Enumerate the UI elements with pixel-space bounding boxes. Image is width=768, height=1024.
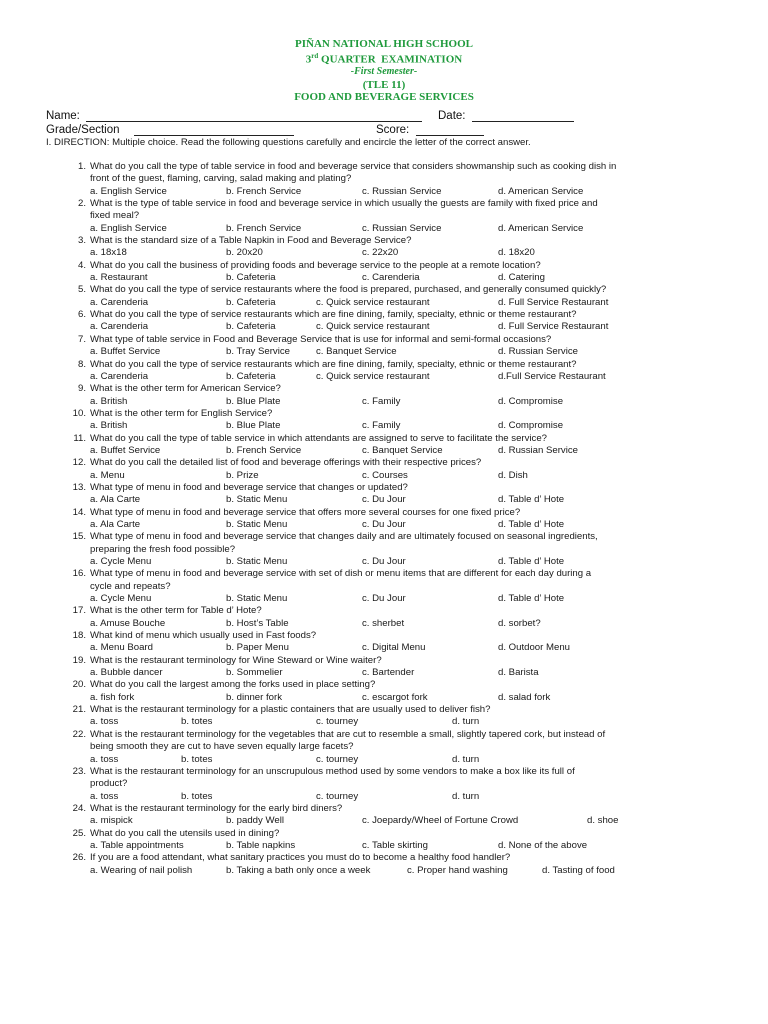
question-stem: What do you call the type of service restaurants which are fine dining, family, specialty, ethnic or theme restaurant?	[90, 309, 577, 321]
question-stem: What is the restaurant terminology for Wine Steward or Wine waiter?	[90, 654, 382, 666]
student-info-fields	[46, 110, 746, 138]
answer-options	[90, 815, 758, 827]
answer-option-c[interactable]: c. Du Jour	[362, 518, 406, 530]
question-stem: being smooth they are cut to have seven equally large facets?	[90, 741, 354, 753]
question-number: 21.	[72, 704, 86, 716]
answer-option-c[interactable]: c. Bartender	[362, 667, 415, 679]
question-number: 23.	[72, 765, 86, 777]
answer-options	[90, 445, 758, 457]
answer-option-d[interactable]: d. Russian Service	[498, 444, 578, 456]
question-number: 1.	[77, 161, 86, 172]
answer-option-a[interactable]: a. Cycle Menu	[90, 593, 152, 605]
score-label: Score:	[376, 124, 410, 136]
question-stem: What type of menu in food and beverage service that offers more several courses for one fixed price?	[90, 506, 521, 518]
question-stem: What is the restaurant terminology for the vegetables that are cut to resemble a small, slightly tapered cork, but instead of	[90, 728, 606, 740]
answer-option-c[interactable]: c. tourney	[316, 790, 359, 802]
question-stem: What do you call the type of service restaurants which are fine dining, family, specialty, ethnic or theme restaurant?	[90, 358, 577, 370]
answer-option-b[interactable]: b. totes	[181, 790, 213, 802]
question-stem: product?	[90, 778, 128, 790]
question-stem: What kind of menu which usually used in Fast foods?	[90, 630, 317, 642]
question-number: 16.	[72, 568, 86, 580]
answer-options	[90, 346, 758, 358]
name-field[interactable]	[86, 110, 422, 122]
question-number: 22.	[72, 728, 86, 740]
answer-option-b[interactable]: b. Static Menu	[226, 593, 288, 605]
answer-option-c[interactable]: c. Proper hand washing	[407, 864, 508, 876]
answer-option-c[interactable]: c. Banquet Service	[316, 346, 397, 358]
answer-option-d[interactable]: d. Catering	[498, 272, 545, 284]
exam-title	[0, 50, 768, 66]
question-item	[68, 679, 758, 704]
answer-option-d[interactable]: d. None of the above	[498, 839, 588, 851]
answer-option-a[interactable]: a. Bubble dancer	[90, 667, 163, 679]
answer-option-c[interactable]: c. Du Jour	[362, 593, 406, 605]
answer-option-b[interactable]: b. Static Menu	[226, 494, 288, 506]
question-stem: What is the type of table service in food and beverage service in which usually the guests are family with fixed price and	[90, 198, 598, 210]
question-stem: If you are a food attendant, what sanitary practices you must do to become a healthy food handler?	[90, 852, 511, 864]
answer-option-d[interactable]: d. Full Service Restaurant	[498, 321, 609, 333]
answer-option-b[interactable]: b. Table napkins	[226, 839, 296, 851]
question-number: 11.	[73, 432, 86, 444]
answer-option-c[interactable]: c. Quick service restaurant	[316, 321, 430, 333]
answer-option-d[interactable]: d.Full Service Restaurant	[498, 370, 606, 382]
question-item	[68, 198, 758, 235]
answer-options	[90, 186, 758, 198]
date-label: Date:	[438, 110, 466, 122]
question-item	[68, 655, 758, 680]
question-number: 15.	[72, 531, 86, 543]
question-number: 3.	[77, 235, 86, 247]
exam-ordinal: 3	[305, 54, 312, 67]
answer-option-b[interactable]: b. Host’s Table	[226, 617, 289, 629]
answer-option-b[interactable]: b. Static Menu	[226, 556, 288, 567]
answer-option-c[interactable]: c. escargot fork	[362, 691, 428, 703]
answer-option-c[interactable]: c. Digital Menu	[362, 642, 426, 654]
question-number: 17.	[72, 605, 86, 617]
question-stem: What is the standard size of a Table Napkin in Food and Beverage Service?	[90, 235, 412, 247]
answer-option-d[interactable]: d. Barista	[498, 667, 539, 679]
answer-options	[90, 754, 758, 766]
answer-options	[90, 618, 758, 630]
question-stem: What is the other term for American Service?	[90, 383, 281, 395]
question-number: 5.	[77, 284, 86, 296]
answer-option-d[interactable]: d. Table d’ Hote	[498, 593, 565, 605]
question-stem: What do you call the largest among the forks used in place setting?	[90, 679, 376, 691]
answer-option-a[interactable]: a. Amuse Bouche	[90, 617, 166, 629]
answer-option-d[interactable]: d. Full Service Restaurant	[498, 296, 609, 308]
date-field[interactable]	[472, 110, 574, 122]
answer-option-c[interactable]: c. Courses	[362, 469, 408, 481]
school-name: PIÑAN NATIONAL HIGH SCHOOL	[295, 38, 473, 50]
answer-option-b[interactable]: b. paddy Well	[226, 815, 284, 827]
answer-option-b[interactable]: b. Cafeteria	[226, 370, 276, 382]
answer-options	[90, 371, 758, 383]
question-item	[68, 568, 758, 605]
answer-option-b[interactable]: b. totes	[181, 716, 213, 728]
answer-option-b[interactable]: b. Taking a bath only once a week	[226, 864, 371, 876]
question-stem: What do you call the utensils used in dining?	[90, 827, 280, 839]
answer-option-d[interactable]: d. Table d’ Hote	[498, 518, 565, 530]
question-number: 10.	[72, 407, 86, 419]
question-number: 20.	[72, 679, 86, 691]
answer-option-b[interactable]: b. dinner fork	[226, 691, 282, 703]
question-number: 19.	[72, 654, 86, 666]
answer-option-a[interactable]: a. toss	[90, 753, 119, 765]
question-stem: preparing the fresh food possible?	[90, 543, 236, 555]
question-item	[68, 260, 758, 285]
question-number: 18.	[72, 630, 86, 642]
question-stem: What type of menu in food and beverage service that changes or updated?	[90, 481, 408, 493]
name-label: Name:	[46, 110, 80, 122]
answer-option-d[interactable]: d. Tasting of food	[542, 864, 615, 876]
answer-option-b[interactable]: b. French Service	[226, 222, 302, 234]
question-item	[68, 630, 758, 655]
answer-option-a[interactable]: a. Ala Carte	[90, 518, 141, 530]
answer-options	[90, 667, 758, 679]
answer-option-a[interactable]: a. Carenderia	[90, 321, 149, 333]
question-stem: What do you call the business of providing foods and beverage service to the people at a remote location?	[90, 259, 541, 271]
answer-option-a[interactable]: a. Buffet Service	[90, 444, 161, 456]
answer-option-c[interactable]: c. Russian Service	[362, 185, 442, 197]
question-item	[68, 852, 758, 877]
answer-option-b[interactable]: b. Blue Plate	[226, 420, 281, 432]
question-item	[68, 408, 758, 433]
question-item	[68, 766, 758, 803]
exam-ordinal-suffix: rd	[311, 52, 319, 61]
answer-option-c[interactable]: c. Quick service restaurant	[316, 296, 430, 308]
answer-options	[90, 791, 758, 803]
answer-options	[90, 692, 758, 704]
answer-option-c[interactable]: c. Russian Service	[362, 222, 442, 234]
answer-options	[90, 556, 758, 568]
answer-option-d[interactable]: d. Outdoor Menu	[498, 642, 570, 654]
answer-option-d[interactable]: d. Dish	[498, 469, 528, 481]
answer-options	[90, 297, 758, 309]
question-stem: What do you call the detailed list of food and beverage offerings with their respective prices?	[90, 457, 482, 469]
answer-option-a[interactable]: a. British	[90, 420, 128, 432]
answer-options	[90, 223, 758, 235]
answer-option-b[interactable]: b. Tray Service	[226, 346, 290, 358]
question-number: 6.	[77, 309, 86, 321]
answer-options	[90, 716, 758, 728]
answer-option-d[interactable]: d. Russian Service	[498, 346, 578, 358]
answer-option-b[interactable]: b. Prize	[226, 469, 259, 481]
answer-option-b[interactable]: b. Cafeteria	[226, 272, 276, 284]
question-number: 14.	[72, 506, 86, 518]
answer-option-c[interactable]: c. Table skirting	[362, 839, 428, 851]
answer-option-a[interactable]: a. British	[90, 395, 128, 407]
question-number: 4.	[77, 259, 86, 271]
answer-option-c[interactable]: c. Du Jour	[362, 556, 406, 567]
exam-header	[0, 38, 768, 104]
direction-text: I. DIRECTION: Multiple choice. Read the following questions carefully and encircle the letter of the correct answer.	[46, 137, 531, 148]
answer-options	[90, 321, 758, 333]
question-item	[68, 433, 758, 458]
answer-option-c[interactable]: c. tourney	[316, 753, 359, 765]
answer-options	[90, 420, 758, 432]
answer-option-b[interactable]: b. totes	[181, 753, 213, 765]
question-number: 12.	[72, 457, 86, 469]
answer-option-a[interactable]: a. Carenderia	[90, 296, 149, 308]
answer-option-d[interactable]: d. American Service	[498, 185, 584, 197]
subject-title: FOOD AND BEVERAGE SERVICES	[294, 91, 474, 104]
answer-option-c[interactable]: c. Banquet Service	[362, 444, 443, 456]
answer-options	[90, 642, 758, 654]
answer-option-a[interactable]: a. Cycle Menu	[90, 556, 152, 567]
answer-option-b[interactable]: b. Static Menu	[226, 518, 288, 530]
answer-options	[90, 840, 758, 852]
question-item	[68, 704, 758, 729]
answer-option-b[interactable]: b. French Service	[226, 185, 302, 197]
answer-option-b[interactable]: b. 20x20	[226, 247, 263, 259]
answer-options	[90, 272, 758, 284]
answer-option-b[interactable]: b. Sommelier	[226, 667, 283, 679]
question-item	[68, 383, 758, 408]
question-stem: What is the restaurant terminology for an unscrupulous method used by some vendors to make a box like its full of	[90, 765, 575, 777]
question-stem: cycle and repeats?	[90, 580, 171, 592]
answer-options	[90, 593, 758, 605]
answer-option-a[interactable]: a. Table appointments	[90, 839, 184, 851]
answer-option-a[interactable]: a. toss	[90, 790, 119, 802]
answer-option-a[interactable]: a. Wearing of nail polish	[90, 864, 193, 876]
question-stem: What do you call the type of table service in food and beverage service that considers showmanship such as cooking dish in	[90, 161, 617, 172]
answer-option-d[interactable]: d. salad fork	[498, 691, 551, 703]
question-stem: fixed meal?	[90, 210, 140, 222]
answer-option-d[interactable]: d. Compromise	[498, 420, 564, 432]
answer-option-a[interactable]: a. Ala Carte	[90, 494, 141, 506]
answer-option-a[interactable]: a. Menu	[90, 469, 125, 481]
question-stem: What is the restaurant terminology for the early bird diners?	[90, 802, 343, 814]
answer-option-b[interactable]: b. Blue Plate	[226, 395, 281, 407]
answer-option-d[interactable]: d. sorbet?	[498, 617, 541, 629]
question-stem: What is the other term for Table d’ Hote?	[90, 605, 262, 617]
question-item	[68, 507, 758, 532]
question-number: 25.	[72, 827, 86, 839]
question-stem: What do you call the type of service restaurants where the food is prepared, purchased, and generally consumed quickly?	[90, 284, 607, 296]
answer-option-a[interactable]: a. Restaurant	[90, 272, 148, 284]
question-item	[68, 803, 758, 828]
question-number: 8.	[77, 358, 86, 370]
question-item	[68, 482, 758, 507]
answer-options	[90, 247, 758, 259]
exam-title-rest: QUARTER EXAMINATION	[318, 54, 463, 67]
question-stem: What type of menu in food and beverage service with set of dish or menu items that are different for each day during a	[90, 568, 592, 580]
answer-option-b[interactable]: b. Cafeteria	[226, 321, 276, 333]
answer-option-c[interactable]: c. Carenderia	[362, 272, 420, 284]
question-number: 26.	[72, 852, 86, 864]
answer-options	[90, 470, 758, 482]
answer-option-a[interactable]: a. toss	[90, 716, 119, 728]
answer-option-d[interactable]: d. Compromise	[498, 395, 564, 407]
question-stem: What type of table service in Food and Beverage Service that is use for informal and semi-formal occasions?	[90, 333, 552, 345]
answer-option-c[interactable]: c. tourney	[316, 716, 359, 728]
answer-option-d[interactable]: d. Table d’ Hote	[498, 556, 565, 567]
answer-option-c[interactable]: c. Quick service restaurant	[316, 370, 430, 382]
question-stem: What is the restaurant terminology for a plastic containers that are usually used to deliver fish?	[90, 704, 491, 716]
question-number: 7.	[77, 333, 86, 345]
answer-options	[90, 396, 758, 408]
answer-option-c[interactable]: c. sherbet	[362, 617, 405, 629]
answer-option-c[interactable]: c. Family	[362, 420, 401, 432]
question-item	[68, 235, 758, 260]
grade-section-label: Grade/Section	[46, 124, 120, 136]
question-item	[68, 729, 758, 766]
answer-options	[90, 494, 758, 506]
question-list	[68, 161, 758, 877]
answer-option-c[interactable]: c. 22x20	[362, 247, 399, 259]
question-item	[68, 605, 758, 630]
answer-option-c[interactable]: c. Family	[362, 395, 401, 407]
question-item	[68, 828, 758, 853]
answer-option-b[interactable]: b. Cafeteria	[226, 296, 276, 308]
question-item	[68, 359, 758, 384]
answer-option-d[interactable]: d. turn	[452, 716, 480, 728]
question-stem: What type of menu in food and beverage service that changes daily and are ultimately focused on seasonal ingredients,	[90, 531, 598, 543]
answer-option-a[interactable]: a. Menu Board	[90, 642, 153, 654]
course-code: (TLE 11)	[362, 78, 406, 91]
answer-option-a[interactable]: a. 18x18	[90, 247, 127, 259]
answer-option-a[interactable]: a. Buffet Service	[90, 346, 161, 358]
answer-option-c[interactable]: c. Joepardy/Wheel of Fortune Crowd	[362, 815, 519, 827]
answer-option-a[interactable]: a. Carenderia	[90, 370, 149, 382]
answer-option-a[interactable]: a. fish fork	[90, 691, 135, 703]
answer-options	[90, 865, 758, 877]
answer-option-d[interactable]: d. turn	[452, 790, 480, 802]
question-stem: What is the other term for English Service?	[90, 407, 273, 419]
question-item	[68, 309, 758, 334]
grade-section-field[interactable]	[134, 124, 294, 136]
semester-label: -First Semester-	[350, 66, 418, 78]
answer-option-b[interactable]: b. French Service	[226, 444, 302, 456]
question-number: 13.	[72, 481, 86, 493]
answer-option-d[interactable]: d. 18x20	[498, 247, 535, 259]
question-number: 24.	[72, 802, 86, 814]
question-item	[68, 161, 758, 198]
answer-options	[90, 519, 758, 531]
question-stem: What do you call the type of table service in which attendants are assigned to serve to facilitate the service?	[90, 432, 548, 444]
answer-option-a[interactable]: a. English Service	[90, 222, 167, 234]
answer-option-d[interactable]: d. turn	[452, 753, 480, 765]
question-stem: front of the guest, flaming, carving, salad making and plating?	[90, 173, 352, 185]
question-item	[68, 334, 758, 359]
answer-option-d[interactable]: d. shoe	[587, 815, 619, 827]
answer-option-c[interactable]: c. Du Jour	[362, 494, 406, 506]
question-item	[68, 457, 758, 482]
answer-option-d[interactable]: d. Table d’ Hote	[498, 494, 565, 506]
answer-option-d[interactable]: d. American Service	[498, 222, 584, 234]
question-number: 2.	[77, 198, 86, 210]
question-item	[68, 531, 758, 568]
score-field[interactable]	[416, 124, 484, 136]
answer-option-b[interactable]: b. Paper Menu	[226, 642, 289, 654]
answer-option-a[interactable]: a. mispick	[90, 815, 133, 827]
question-number: 9.	[77, 383, 86, 395]
answer-option-a[interactable]: a. English Service	[90, 185, 167, 197]
question-item	[68, 284, 758, 309]
